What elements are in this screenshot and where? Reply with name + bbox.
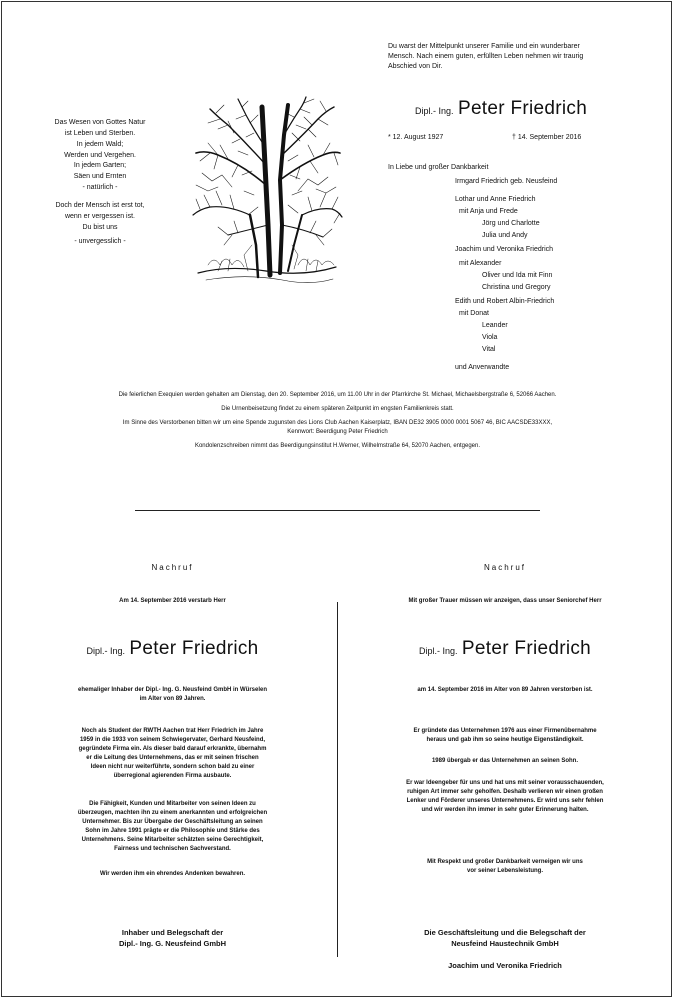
name-prefix: Dipl.- Ing. [418, 646, 458, 656]
family-list [455, 176, 557, 374]
right-intro: Mit großer Trauer müssen wir anzeigen, dass unser Seniorchef Herr [408, 598, 602, 604]
right-paragraph-3 [355, 779, 655, 815]
text-line: Lenker und Förderer unseres Unternehmens. Er wird uns sehr fehlen [406, 798, 604, 804]
text-line: Fairness und technischen Sachverstand. [114, 846, 231, 852]
left-signature [30, 928, 315, 950]
poem-line: Werden und Vergehen. [64, 151, 136, 159]
family-intro: In Liebe und großer Dankbarkeit [388, 164, 489, 171]
text-line: überregional agierenden Firma ausbaute. [113, 773, 232, 779]
poem-line: In jedem Wald; [76, 140, 124, 148]
text-line: Er gründete das Unternehmen 1976 aus einer Firmenübernahme [413, 728, 597, 734]
role-line: ehemaliger Inhaber der Dipl.- Ing. G. Neusfeind GmbH in Würselen [77, 687, 268, 693]
text-line: Noch als Student der RWTH Aachen trat Herr Friedrich im Jahre [81, 728, 264, 734]
column-divider [337, 602, 338, 957]
section-divider [135, 510, 540, 511]
poem-line: Du bist uns [82, 223, 118, 231]
text-line: gegründete Firma ein. Als dieser bald darauf erkrankte, übernahm [78, 746, 267, 752]
note-line: Die Urnenbeisetzung findet zu einem späteren Zeitpunkt im engsten Familienkreis statt. [221, 406, 454, 412]
poem-line: ist Leben und Sterben. [64, 129, 136, 137]
died-date: † 14. September 2016 [512, 134, 582, 141]
intro-line: Abschied von Dir. [388, 63, 443, 71]
intro-line: Du warst der Mittelpunkt unserer Familie und ein wunderbarer [388, 43, 580, 50]
note-line: Kondolenzschreiben nimmt das Beerdigungsinstitut H.Werner, Wilhelmstraße 64, 52070 Aachen, entgegen. [194, 443, 481, 449]
family-member: Irmgard Friedrich geb. Neusfeind [455, 178, 558, 185]
right-paragraph-2: 1989 übergab er das Unternehmen an seinen Sohn. [431, 758, 579, 764]
deceased-name: Peter Friedrich [129, 638, 259, 659]
family-member: Jörg und Charlotte [482, 220, 540, 227]
poem-line: - natürlich - [82, 184, 118, 192]
tree-illustration-icon [188, 95, 343, 290]
poem-line: - unvergesslich - [74, 238, 126, 246]
family-member: Lothar und Anne Friedrich [455, 196, 536, 203]
text-line: vor seiner Lebensleistung. [466, 868, 544, 874]
right-name-block [355, 638, 655, 660]
text-line: Die Fähigkeit, Kunden und Mitarbeiter von seinen Ideen zu [89, 801, 256, 807]
text-line: und wir werden ihn immer in sehr guter Erinnerung halten. [421, 807, 589, 813]
text-line: heraus und gab ihm so seine heutige Eigenständigkeit. [426, 737, 584, 743]
poem-line: Säen und Ernten [73, 173, 127, 181]
right-heading: Nachruf [483, 563, 526, 572]
family-member: und Anverwandte [455, 364, 510, 371]
text-line: überzeugen, machten ihn zu einem anerkannten und erfolgreichen [77, 810, 268, 816]
deceased-name: Peter Friedrich [457, 98, 588, 119]
right-paragraph-4 [355, 858, 655, 876]
left-name-block [40, 638, 305, 660]
family-member: mit Anja und Frede [459, 208, 518, 215]
family-member: Julia und Andy [482, 232, 528, 239]
note-line: Die feierlichen Exequien werden gehalten am Dienstag, den 20. September 2016, um 11.00 Uhr in der Pfarrkirche St. Michael, Michaelsbergstraße 6, 52066 Aachen. [118, 392, 557, 398]
poem-line: Das Wesen von Gottes Natur [54, 119, 146, 126]
text-line: er die Leitung des Unternehmens, das er mit seinen frischen [86, 755, 259, 761]
text-line: Unternehmer. Bis zur Übergabe der Geschäftsleitung an seinen [82, 819, 263, 825]
text-line: Er war Ideengeber für uns und hat uns mit seiner vorausschauenden, [406, 780, 604, 786]
name-prefix: Dipl.- Ing. [415, 106, 454, 116]
top-name-block [415, 98, 587, 120]
family-member: Edith und Robert Albin-Friedrich [455, 298, 555, 305]
family-member: Vital [482, 346, 496, 353]
text-line: 1959 in die 1933 von seinem Schwiegervater, Gerhard Neusfeind, [79, 737, 266, 743]
text-line: ruhigen Art immer sehr geholfen. Deshalb verlieren wir einen großen [407, 789, 603, 795]
service-notes [20, 391, 655, 451]
signature-line: Dipl.- Ing. G. Neusfeind GmbH [118, 938, 227, 948]
text-line: Mit Respekt und großer Dankbarkeit verneigen wir uns [427, 859, 583, 865]
left-closing: Wir werden ihm ein ehrendes Andenken bewahren. [99, 871, 246, 877]
family-member: Joachim und Veronika Friedrich [455, 246, 554, 253]
poem-line: wenn er vergessen ist. [64, 212, 136, 220]
intro-text [388, 42, 638, 72]
poem-line: Doch der Mensch ist erst tot, [55, 201, 145, 209]
family-member: mit Alexander [459, 260, 502, 267]
signature-line: Inhaber und Belegschaft der [121, 928, 224, 937]
deceased-name: Peter Friedrich [461, 638, 592, 659]
left-intro: Am 14. September 2016 verstarb Herr [119, 598, 226, 604]
family-member: Christina und Gregory [482, 284, 551, 291]
poem-line: In jedem Garten; [73, 162, 127, 170]
text-line: Sohn im Jahre 1991 prägte er die Philosophie und Stärke des [85, 828, 260, 834]
role-line: im Alter von 89 Jahren. [139, 696, 206, 702]
family-member: Viola [482, 334, 498, 341]
right-signature-names: Joachim und Veronika Friedrich [448, 961, 562, 970]
right-paragraph-1 [355, 727, 655, 745]
name-prefix: Dipl.- Ing. [86, 646, 125, 656]
poem [30, 118, 170, 248]
text-line: Ideen nicht nur weiterführte, sondern schon bald zu einer [90, 764, 255, 770]
left-paragraph-2 [30, 800, 315, 854]
left-paragraph-1 [30, 727, 315, 781]
family-member: Oliver und Ida mit Finn [482, 272, 553, 279]
signature-line: Neusfeind Haustechnik GmbH [451, 938, 559, 948]
note-line: Kennwort: Beerdigung Peter Friedrich [287, 429, 388, 435]
family-member: mit Donat [459, 310, 489, 317]
right-signature [350, 928, 660, 950]
left-role [30, 686, 315, 704]
intro-line: Mensch. Nach einem guten, erfüllten Leben nehmen wir traurig [388, 53, 584, 61]
left-heading: Nachruf [151, 563, 194, 572]
right-role: am 14. September 2016 im Alter von 89 Jahren verstorben ist. [417, 687, 593, 693]
born-date: * 12. August 1927 [388, 134, 444, 141]
signature-line: Die Geschäftsleitung und die Belegschaft der [424, 928, 586, 937]
text-line: Unternehmens. Seine Mitarbeiter schätzten seine Gerechtigkeit, [81, 837, 264, 843]
family-member: Leander [482, 322, 508, 329]
note-line: Im Sinne des Verstorbenen bitten wir um eine Spende zugunsten des Lions Club Aachen Kaiserplatz, IBAN DE32 3905 0000 0001 5067 46, BIC AACSDE33XXX, [122, 420, 553, 426]
